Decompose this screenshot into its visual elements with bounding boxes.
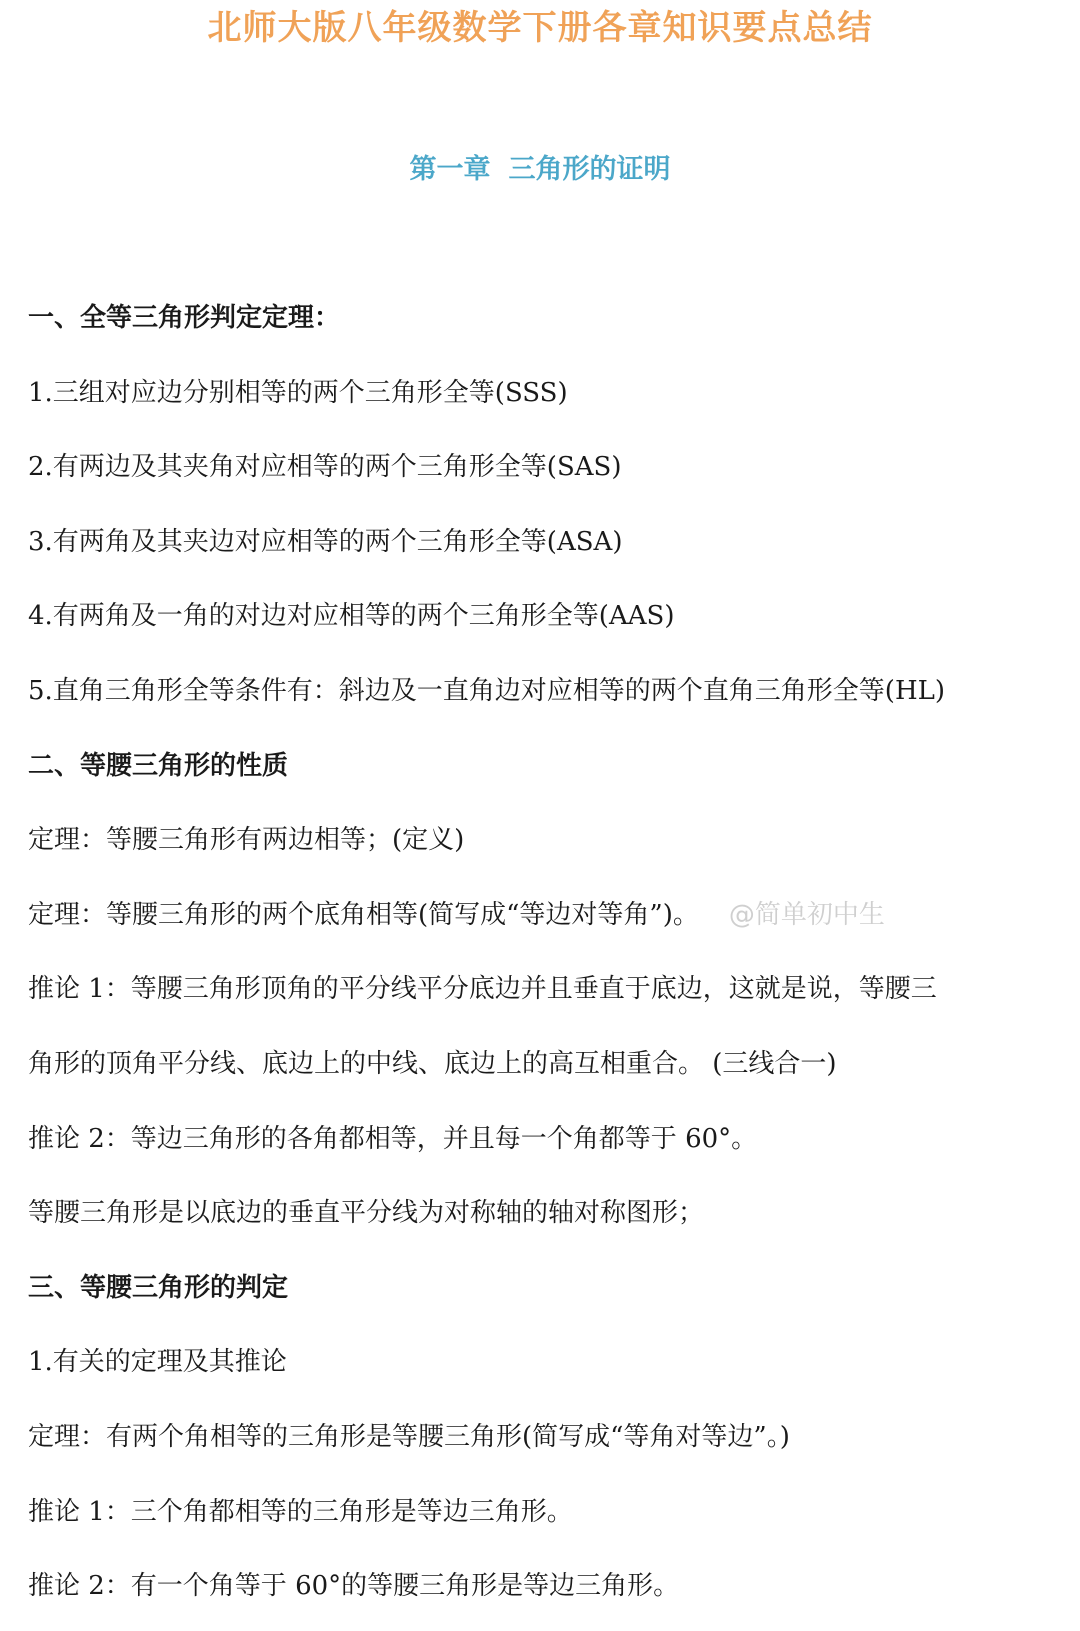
chapter-label: 第一章 <box>409 154 491 185</box>
section-heading-isosceles-criteria: 三、等腰三角形的判定 <box>28 1272 289 1303</box>
text-line-hl: 5.直角三角形全等条件有：斜边及一直角边对应相等的两个直角三角形全等(HL) <box>28 675 946 706</box>
chapter-name: 三角形的证明 <box>508 154 671 185</box>
document-title: 北师大版八年级数学下册各章知识要点总结 <box>207 8 873 48</box>
text-line-criteria-corollary-1: 推论 1：三个角都相等的三角形是等边三角形。 <box>28 1496 573 1527</box>
chapter-title <box>0 150 1080 190</box>
text-line-theorem-base-angles <box>28 885 1058 960</box>
text-line-corollary-1b: 角形的顶角平分线、底边上的中线、底边上的高互相重合。 (三线合一) <box>28 1048 837 1079</box>
text-line-symmetry: 等腰三角形是以底边的垂直平分线为对称轴的轴对称图形； <box>28 1198 705 1229</box>
section-heading-isosceles-properties: 二、等腰三角形的性质 <box>28 750 289 781</box>
text-line-asa: 3.有两角及其夹边对应相等的两个三角形全等(ASA) <box>28 526 623 557</box>
text-line-theorem-definition: 定理：等腰三角形有两边相等；(定义) <box>28 825 465 856</box>
document-body <box>28 288 1058 1631</box>
text-line-sss: 1.三组对应边分别相等的两个三角形全等(SSS) <box>28 377 568 408</box>
section-heading-congruence: 一、全等三角形判定定理： <box>28 303 341 333</box>
text-line-theorem-base-angles-text: 定理：等腰三角形的两个底角相等(简写成“等边对等角”)。 <box>28 899 699 930</box>
text-line-sas: 2.有两边及其夹角对应相等的两个三角形全等(SAS) <box>28 452 622 483</box>
text-line-corollary-1a: 推论 1：等腰三角形顶角的平分线平分底边并且垂直于底边，这就是说，等腰三 <box>28 974 937 1005</box>
text-line-related-theorems: 1.有关的定理及其推论 <box>28 1347 287 1378</box>
text-line-corollary-2: 推论 2：等边三角形的各角都相等，并且每一个角都等于 60°。 <box>28 1123 758 1154</box>
watermark: @简单初中生 <box>728 899 885 930</box>
text-line-criteria-corollary-2: 推论 2：有一个角等于 60°的等腰三角形是等边三角形。 <box>28 1571 680 1602</box>
text-line-aas: 4.有两角及一角的对边对应相等的两个三角形全等(AAS) <box>28 601 675 632</box>
text-line-theorem-equal-angles: 定理：有两个角相等的三角形是等腰三角形(简写成“等角对等边”。) <box>28 1421 790 1452</box>
